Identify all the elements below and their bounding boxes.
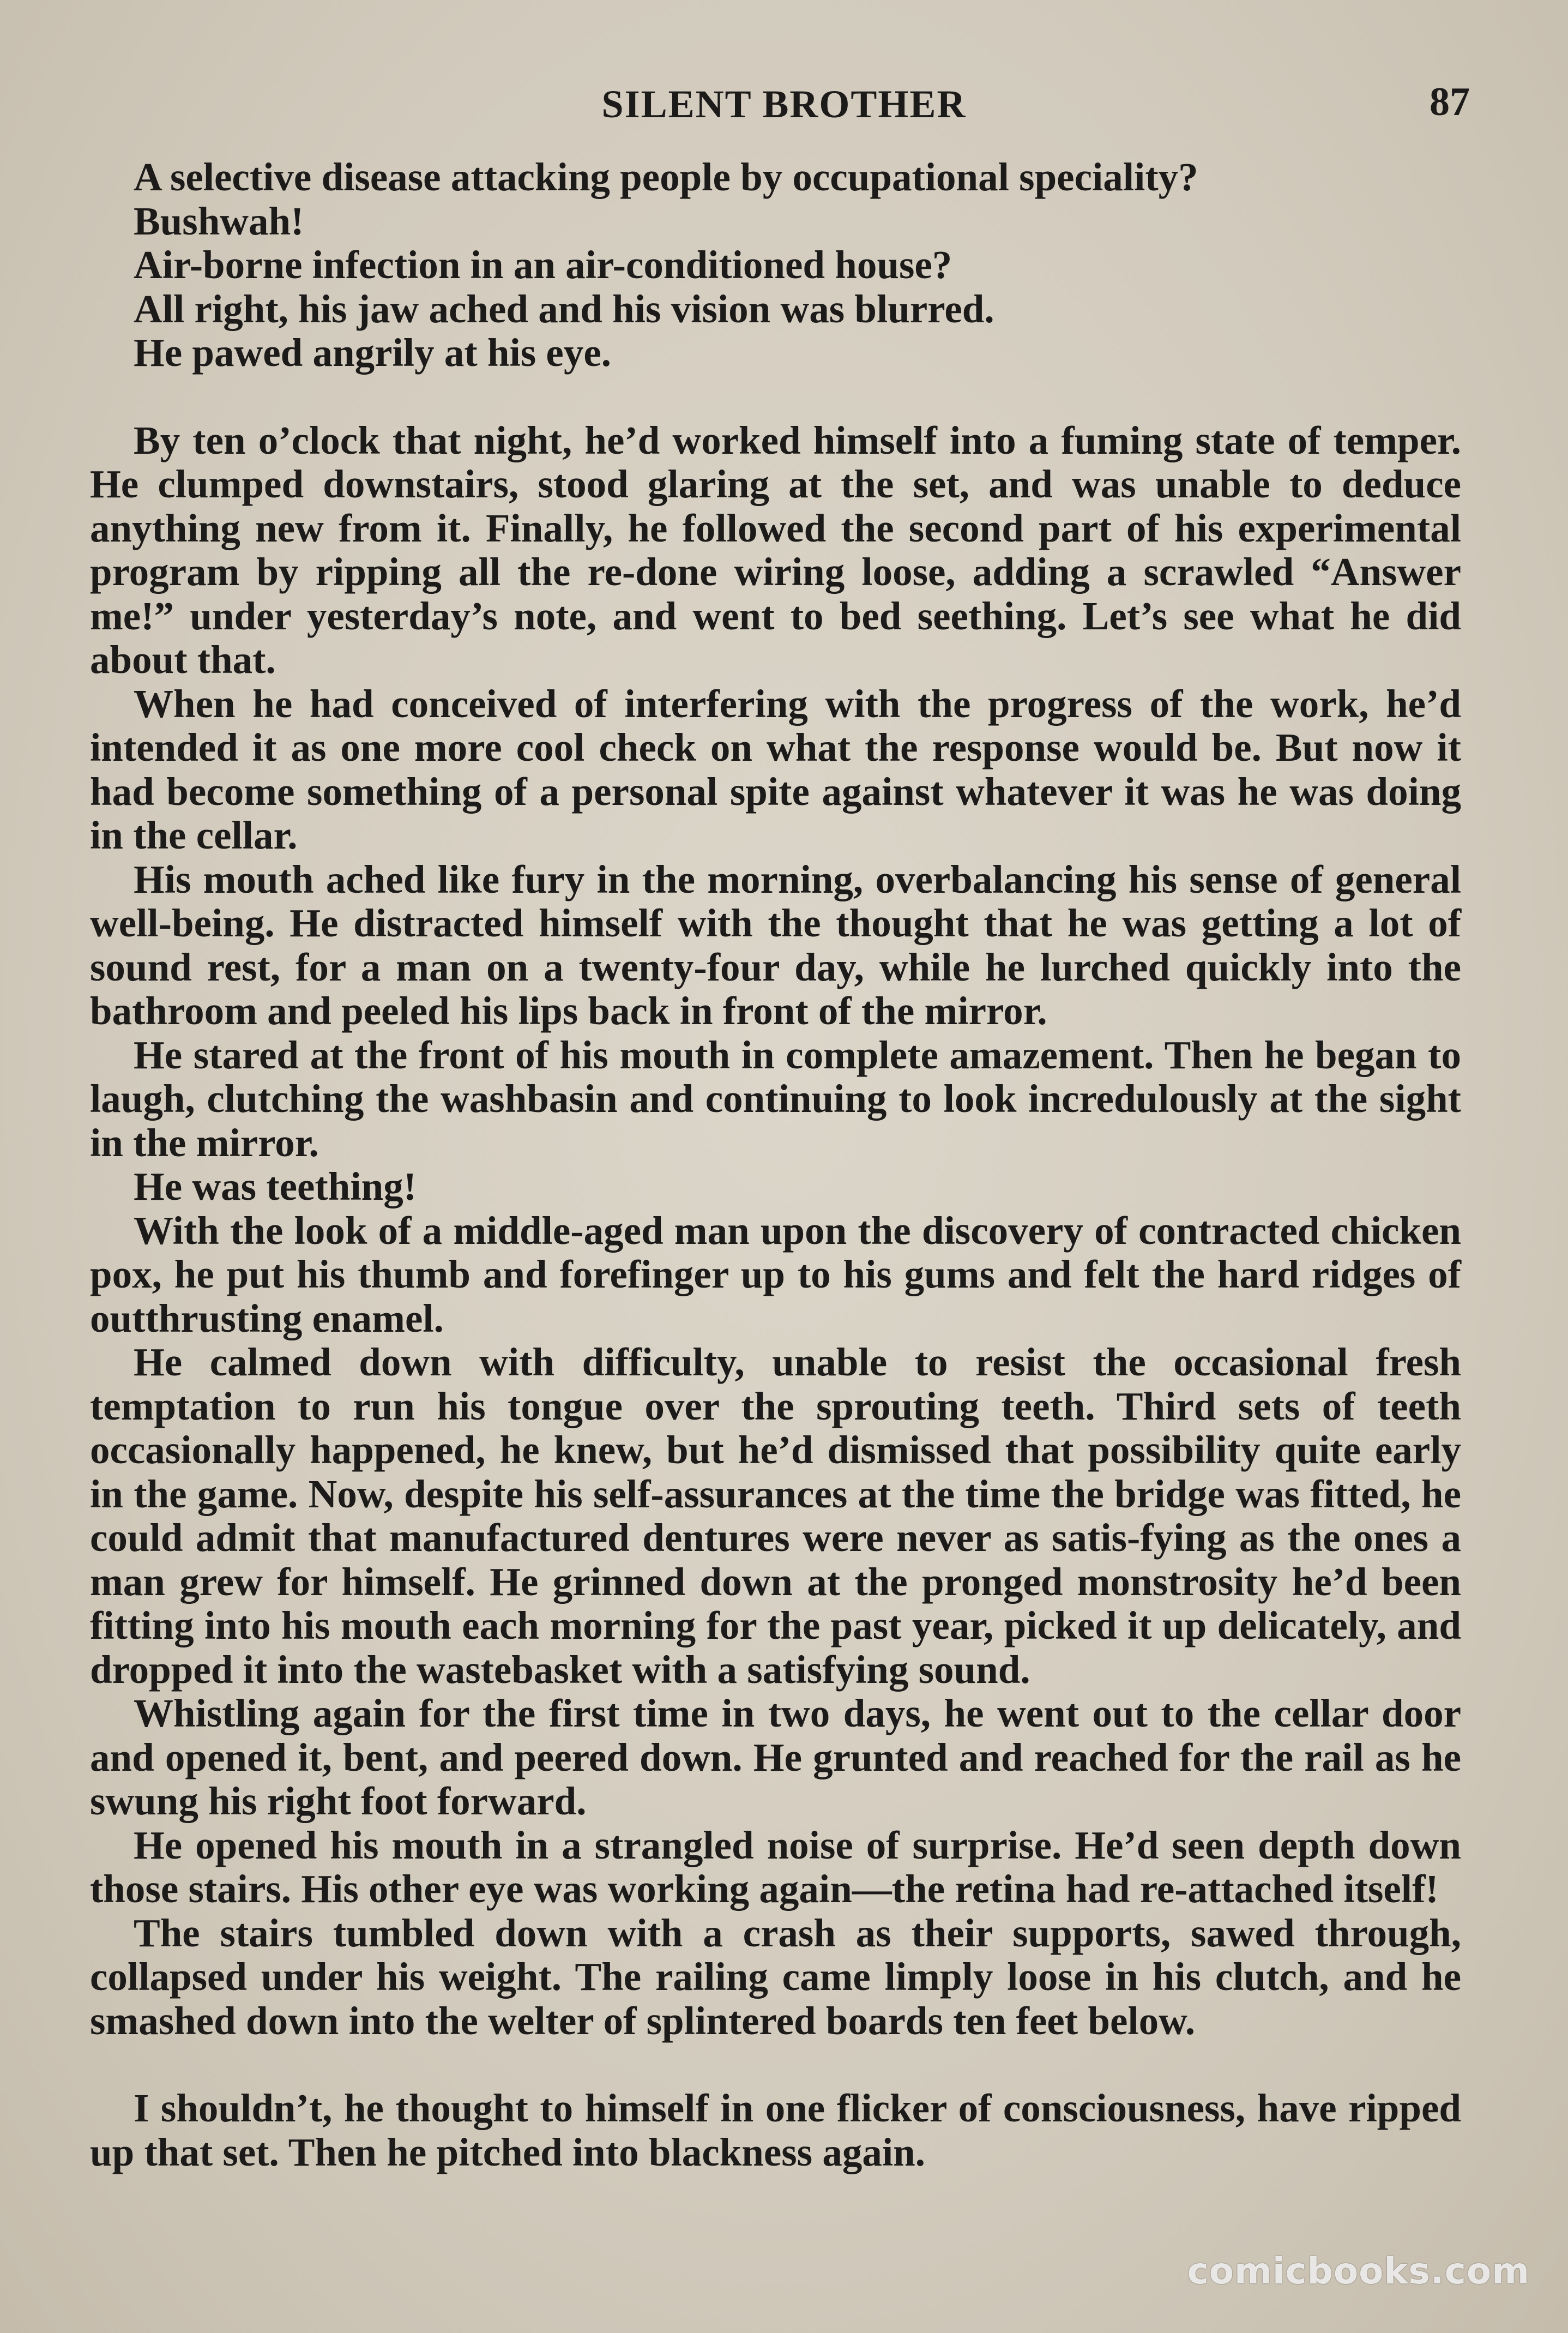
- opening-line: He pawed angrily at his eye.: [134, 330, 611, 375]
- running-title: SILENT BROTHER: [601, 82, 967, 126]
- section-break: [90, 2043, 1461, 2087]
- running-head: [0, 82, 1568, 127]
- paragraph: When he had conceived of interfering with the progress of the work, he’d intended it as one more cool check on what the response would be. But now it had become something of a personal spite against whatever it was he was doing in the cellar.: [90, 681, 1461, 857]
- paragraph: He was teething!: [134, 1164, 417, 1208]
- page-number: 87: [1430, 80, 1470, 124]
- paragraph: Whistling again for the first time in two days, he went out to the cellar door and opened it, bent, and peered down. He grunted and reached for the rail as he swung his right foot forward.: [90, 1691, 1461, 1823]
- paragraph: With the look of a middle-aged man upon the discovery of contracted chicken pox, he put his thumb and forefinger up to his gums and felt the hard ridges of outthrusting enamel.: [90, 1208, 1461, 1340]
- body-text: [90, 155, 1461, 2174]
- watermark: comicbooks.com: [1187, 2250, 1530, 2292]
- paragraph: The stairs tumbled down with a crash as their supports, sawed through, collapsed under his weight. The railing came limply loose in his clutch, and he smashed down into the welter of splintered boards ten feet below.: [90, 1910, 1461, 2043]
- opening-line: Air-borne infection in an air-conditioned house?: [134, 243, 952, 287]
- paragraph: He stared at the front of his mouth in complete amazement. Then he began to laugh, clutching the washbasin and continuing to look incredulously at the sight in the mirror.: [90, 1032, 1461, 1165]
- opening-line: Bushwah!: [134, 199, 304, 243]
- section-break: [90, 375, 1461, 419]
- paragraph: His mouth ached like fury in the morning, overbalancing his sense of general well-being. He distracted himself with the thought that he was getting a lot of sound rest, for a man on a twenty-four day, while he lurched quickly into the bathroom and peeled his lips back in front of the mirror.: [90, 857, 1461, 1033]
- paragraph: He opened his mouth in a strangled noise of surprise. He’d seen depth down those stairs. His other eye was working again—the retina had re-attached itself!: [90, 1823, 1461, 1911]
- paragraph: He calmed down with difficulty, unable to resist the occasional fresh temptation to run his tongue over the sprouting teeth. Third sets of teeth occasionally happened, he knew, but he’d dismissed that possibility quite early in the game. Now, despite his self-assurances at the time the bridge was fitted, he could admit that manufactured dentures were never as satis-fying as the ones a man grew for himself. He grinned down at the pronged monstrosity he’d been fitting into his mouth each morning for the past year, picked it up delicately, and dropped it into the wastebasket with a satisfying sound.: [90, 1340, 1461, 1692]
- paragraph: By ten o’clock that night, he’d worked himself into a fuming state of temper. He clumped downstairs, stood glaring at the set, and was unable to deduce anything new from it. Finally, he followed the second part of his experimental program by ripping all the re-done wiring loose, adding a scrawled “Answer me!” under yesterday’s note, and went to bed seething. Let’s see what he did about that.: [90, 418, 1461, 682]
- closing-paragraph: I shouldn’t, he thought to himself in one flicker of consciousness, have ripped up that set. Then he pitched into blackness again.: [90, 2086, 1461, 2174]
- opening-lines: [90, 155, 1461, 375]
- opening-line: All right, his jaw ached and his vision was blurred.: [134, 286, 994, 331]
- opening-line: A selective disease attacking people by occupational speciality?: [134, 155, 1198, 199]
